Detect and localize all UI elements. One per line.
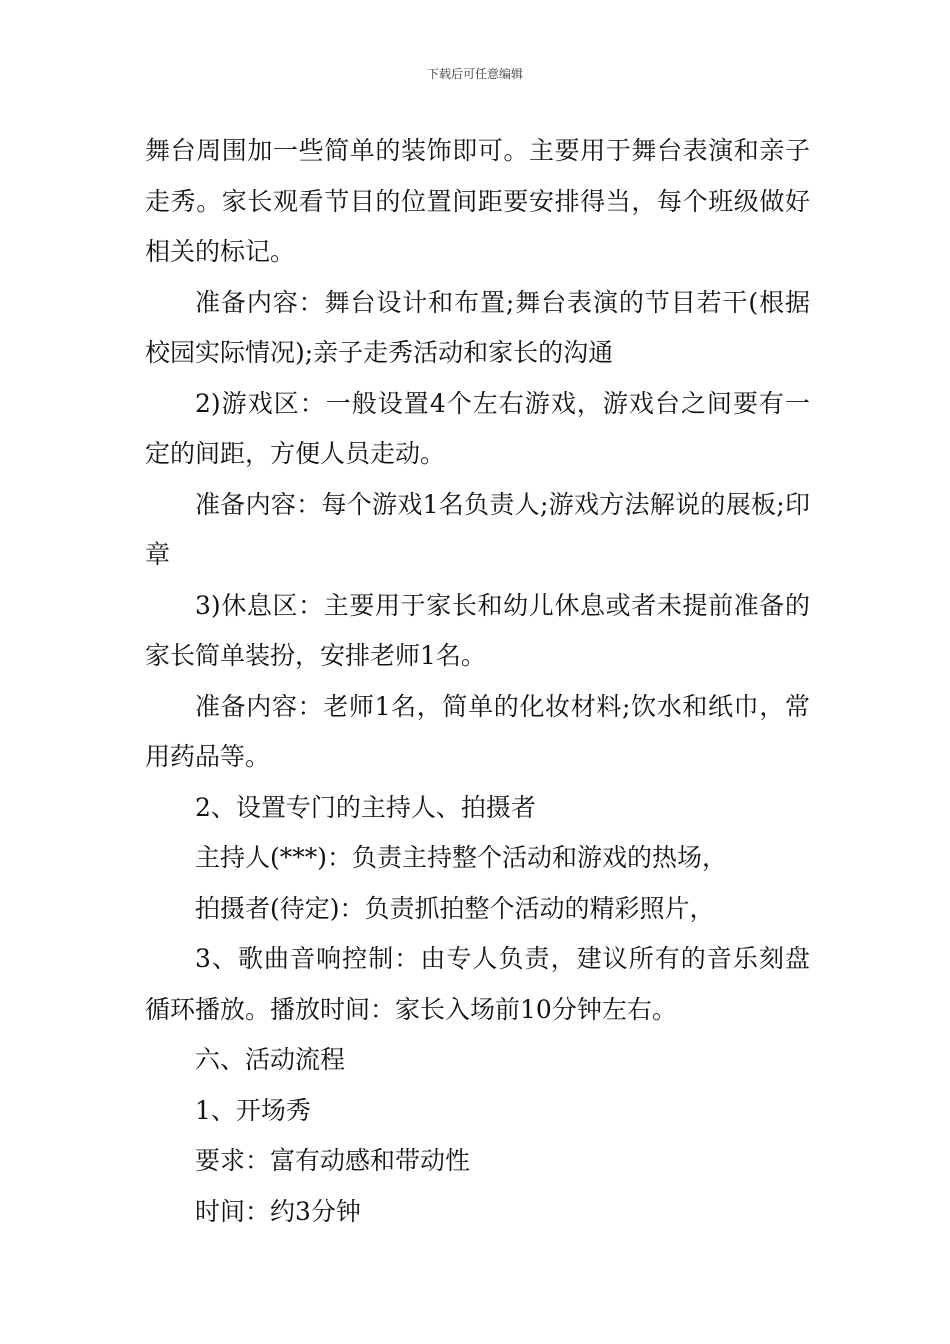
- paragraph-opening-show: 1、开场秀: [195, 1095, 311, 1125]
- paragraph-host: 主持人(***)：负责主持整个活动和游戏的热场，: [195, 843, 728, 872]
- paragraph-audio-control: 3、歌曲音响控制：由专人负责，建议所有的音乐刻盘循环播放。播放时间：家长入场前10分钟左右。: [145, 944, 810, 1024]
- paragraph-rest-preparation: 准备内容：老师1名，简单的化妆材料;饮水和纸巾，常用药品等。: [145, 691, 810, 771]
- paragraph-game-area: 2)游戏区：一般设置4个左右游戏，游戏台之间要有一定的间距，方便人员走动。: [145, 388, 810, 468]
- paragraph-duration: 时间：约3分钟: [195, 1196, 361, 1226]
- page-header-note: 下载后可任意编辑: [426, 67, 523, 81]
- paragraph-requirement: 要求：富有动感和带动性: [195, 1146, 471, 1175]
- document-body: [145, 126, 810, 1237]
- paragraph-host-photographer-heading: 2、设置专门的主持人、拍摄者: [195, 792, 536, 822]
- paragraph-game-preparation: 准备内容：每个游戏1名负责人;游戏方法解说的展板;印章: [145, 489, 810, 569]
- paragraph-photographer: 拍摄者(待定)：负责抓拍整个活动的精彩照片，: [195, 893, 715, 923]
- paragraph-stage-preparation: 准备内容：舞台设计和布置;舞台表演的节目若干(根据校园实际情况);亲子走秀活动和家长的沟通: [145, 287, 810, 367]
- paragraph-stage-decoration: 舞台周围加一些简单的装饰即可。主要用于舞台表演和亲子走秀。家长观看节目的位置间距要安排得当，每个班级做好相关的标记。: [145, 136, 810, 266]
- paragraph-rest-area: 3)休息区：主要用于家长和幼儿休息或者未提前准备的家长简单装扮，安排老师1名。: [145, 590, 810, 670]
- section-heading-activity-flow: 六、活动流程: [195, 1045, 346, 1074]
